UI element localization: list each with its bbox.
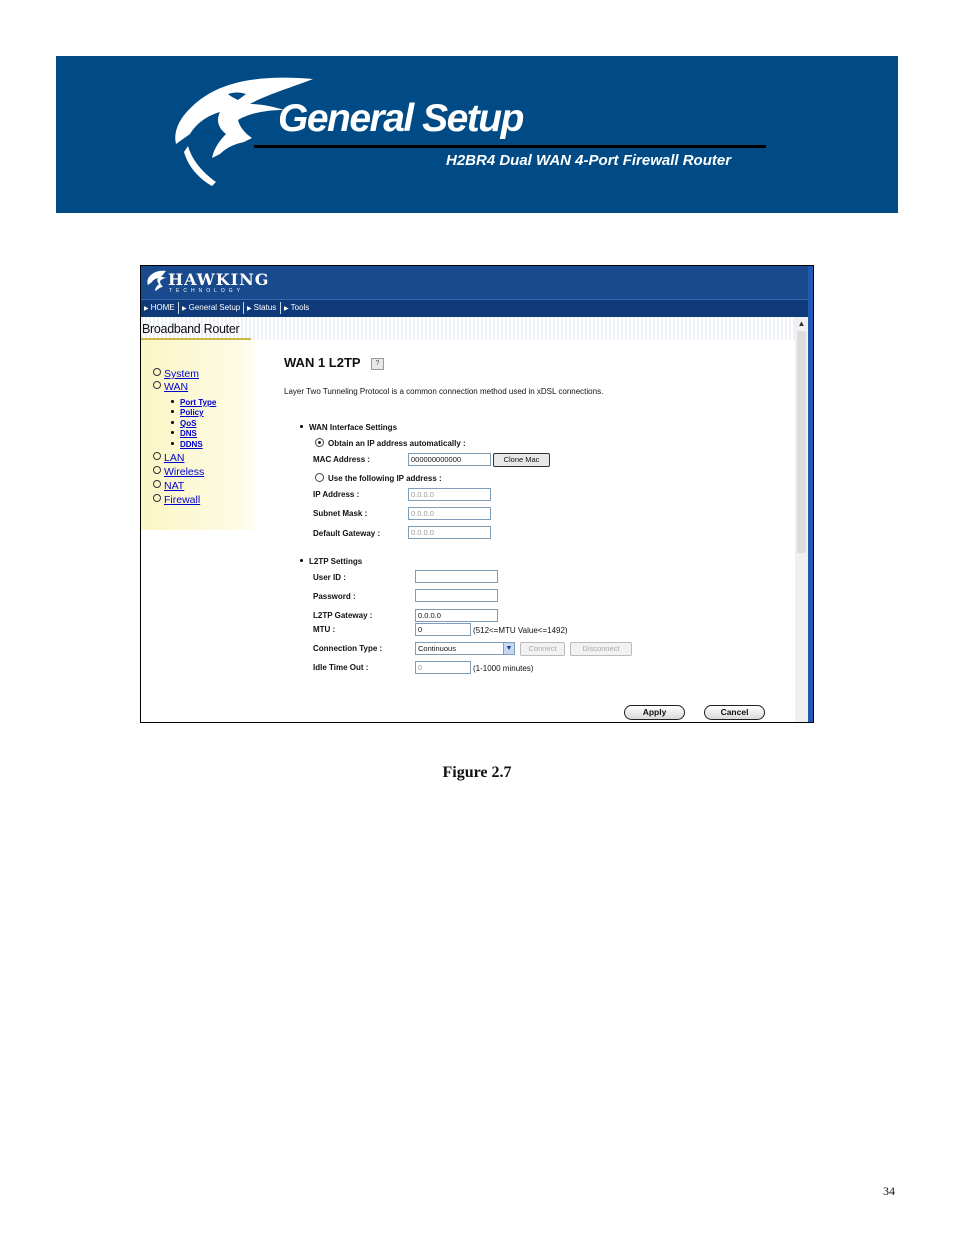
user-id-input[interactable] <box>415 570 498 583</box>
nav-status[interactable] <box>247 303 276 312</box>
sidebar-item-label: System <box>164 368 200 380</box>
circle-icon <box>153 480 161 488</box>
nav-general-setup[interactable] <box>182 303 240 312</box>
cancel-button[interactable]: Cancel <box>704 705 765 720</box>
connection-type-select[interactable] <box>415 642 515 655</box>
l2tp-gateway-input[interactable]: 0.0.0.0 <box>415 609 498 622</box>
default-gateway-input[interactable]: 0.0.0.0 <box>408 526 491 539</box>
hawk-logo-icon <box>145 269 167 295</box>
subnet-mask-label: Subnet Mask : <box>313 509 368 518</box>
figure-caption: Figure 2.7 <box>442 764 512 781</box>
connection-type-value: Continuous <box>418 644 456 653</box>
idle-timeout-hint: (1-1000 minutes) <box>473 664 534 673</box>
connect-button[interactable]: Connect <box>520 642 565 656</box>
nav-home[interactable] <box>144 303 175 312</box>
circle-icon <box>153 452 161 460</box>
idle-timeout-input[interactable]: 0 <box>415 661 471 674</box>
l2tp-gateway-label: L2TP Gateway : <box>313 611 373 620</box>
password-input[interactable] <box>415 589 498 602</box>
l2tp-heading-text: L2TP Settings <box>309 557 363 566</box>
bullet-icon <box>171 442 174 445</box>
sidebar-item-label: NAT <box>164 480 185 492</box>
ip-address-input[interactable]: 0.0.0.0 <box>408 488 491 501</box>
connection-type-label: Connection Type : <box>313 644 383 653</box>
circle-icon <box>153 466 161 474</box>
mac-address-input[interactable]: 000000000000 <box>408 453 491 466</box>
page-number: 34 <box>883 1184 895 1198</box>
nav-tools-label: Tools <box>290 303 310 312</box>
brand-bar <box>141 317 795 340</box>
sidebar <box>141 340 259 530</box>
window-edge <box>808 266 813 722</box>
nav-home-label: HOME <box>150 303 175 312</box>
sidebar-item-wan[interactable] <box>153 381 188 393</box>
bullet-icon <box>300 425 303 428</box>
mac-address-label: MAC Address : <box>313 455 371 464</box>
default-gateway-label: Default Gateway : <box>313 529 381 538</box>
header-banner <box>56 56 898 213</box>
help-icon[interactable]: ? <box>371 358 384 370</box>
subnet-mask-input[interactable]: 0.0.0.0 <box>408 507 491 520</box>
ip-address-label: IP Address : <box>313 490 360 499</box>
sidebar-subitem-ddns[interactable] <box>171 440 203 449</box>
sidebar-item-firewall[interactable] <box>153 494 200 506</box>
router-header <box>141 266 808 299</box>
wan-interface-heading <box>300 423 397 432</box>
sidebar-subitem-port-type[interactable] <box>171 398 216 407</box>
nav-arrow-icon: ▶ <box>182 306 187 312</box>
sidebar-item-wireless[interactable] <box>153 466 204 478</box>
sidebar-subitem-label: DNS <box>180 429 197 438</box>
brand-title: Broadband Router <box>142 322 240 336</box>
sidebar-item-system[interactable] <box>153 368 199 380</box>
nav-separator <box>280 302 281 314</box>
bullet-icon <box>171 400 174 403</box>
idle-timeout-label: Idle Time Out : <box>313 663 369 672</box>
obtain-auto-option[interactable] <box>315 438 466 448</box>
sidebar-item-lan[interactable] <box>153 452 184 464</box>
use-following-radio[interactable] <box>315 473 324 482</box>
banner-divider <box>254 145 766 148</box>
nav-arrow-icon: ▶ <box>144 306 149 312</box>
vertical-scrollbar[interactable] <box>795 317 808 722</box>
use-following-label: Use the following IP address : <box>328 474 442 483</box>
sidebar-item-label: Wireless <box>164 466 205 478</box>
nav-separator <box>243 302 244 314</box>
sidebar-item-label: WAN <box>164 381 189 393</box>
sidebar-item-label: Firewall <box>164 494 201 506</box>
user-id-label: User ID : <box>313 573 346 582</box>
nav-arrow-icon: ▶ <box>247 306 252 312</box>
clone-mac-button[interactable]: Clone Mac <box>493 453 550 467</box>
sidebar-subitem-policy[interactable] <box>171 408 204 417</box>
scrollbar-thumb[interactable] <box>797 331 806 553</box>
sidebar-subitem-label: Port Type <box>180 398 217 407</box>
page-description: Layer Two Tunneling Protocol is a common connection method used in xDSL connections. <box>284 387 604 396</box>
sidebar-subitem-label: QoS <box>180 419 197 428</box>
scroll-up-arrow-icon[interactable]: ▲ <box>797 319 806 328</box>
bullet-icon <box>171 410 174 413</box>
sidebar-subitem-dns[interactable] <box>171 429 197 438</box>
use-following-option[interactable] <box>315 473 442 483</box>
chevron-down-icon[interactable]: ▼ <box>503 643 514 654</box>
banner-title: General Setup <box>278 97 523 140</box>
nav-general-setup-label: General Setup <box>188 303 241 312</box>
sidebar-subitem-qos[interactable] <box>171 419 196 428</box>
l2tp-heading <box>300 557 362 566</box>
nav-status-label: Status <box>253 303 277 312</box>
nav-tools[interactable] <box>284 303 309 312</box>
mtu-label: MTU : <box>313 625 336 634</box>
nav-arrow-icon: ▶ <box>284 306 289 312</box>
sidebar-subitem-label: Policy <box>180 408 204 417</box>
nav-separator <box>178 302 179 314</box>
top-nav <box>141 299 808 317</box>
circle-icon <box>153 381 161 389</box>
obtain-auto-radio[interactable] <box>315 438 324 447</box>
mtu-hint: (512<=MTU Value<=1492) <box>473 626 568 635</box>
password-label: Password : <box>313 592 356 601</box>
bullet-icon <box>300 559 303 562</box>
router-web-ui <box>140 265 814 723</box>
sidebar-item-label: LAN <box>164 452 185 464</box>
bullet-icon <box>171 431 174 434</box>
hawking-wordmark: HAWKING <box>168 270 270 289</box>
sidebar-item-nat[interactable] <box>153 480 184 492</box>
circle-icon <box>153 494 161 502</box>
mtu-input[interactable]: 0 <box>415 623 471 636</box>
page-title: WAN 1 L2TP <box>284 355 361 370</box>
circle-icon <box>153 368 161 376</box>
banner-subtitle: H2BR4 Dual WAN 4-Port Firewall Router <box>446 152 732 169</box>
obtain-auto-label: Obtain an IP address automatically : <box>328 439 466 448</box>
disconnect-button[interactable]: Disconnect <box>570 642 632 656</box>
sidebar-subitem-label: DDNS <box>180 440 203 449</box>
wan-interface-heading-text: WAN Interface Settings <box>309 423 398 432</box>
hawking-tagline: TECHNOLOGY <box>169 288 245 294</box>
bullet-icon <box>171 421 174 424</box>
apply-button[interactable]: Apply <box>624 705 685 720</box>
